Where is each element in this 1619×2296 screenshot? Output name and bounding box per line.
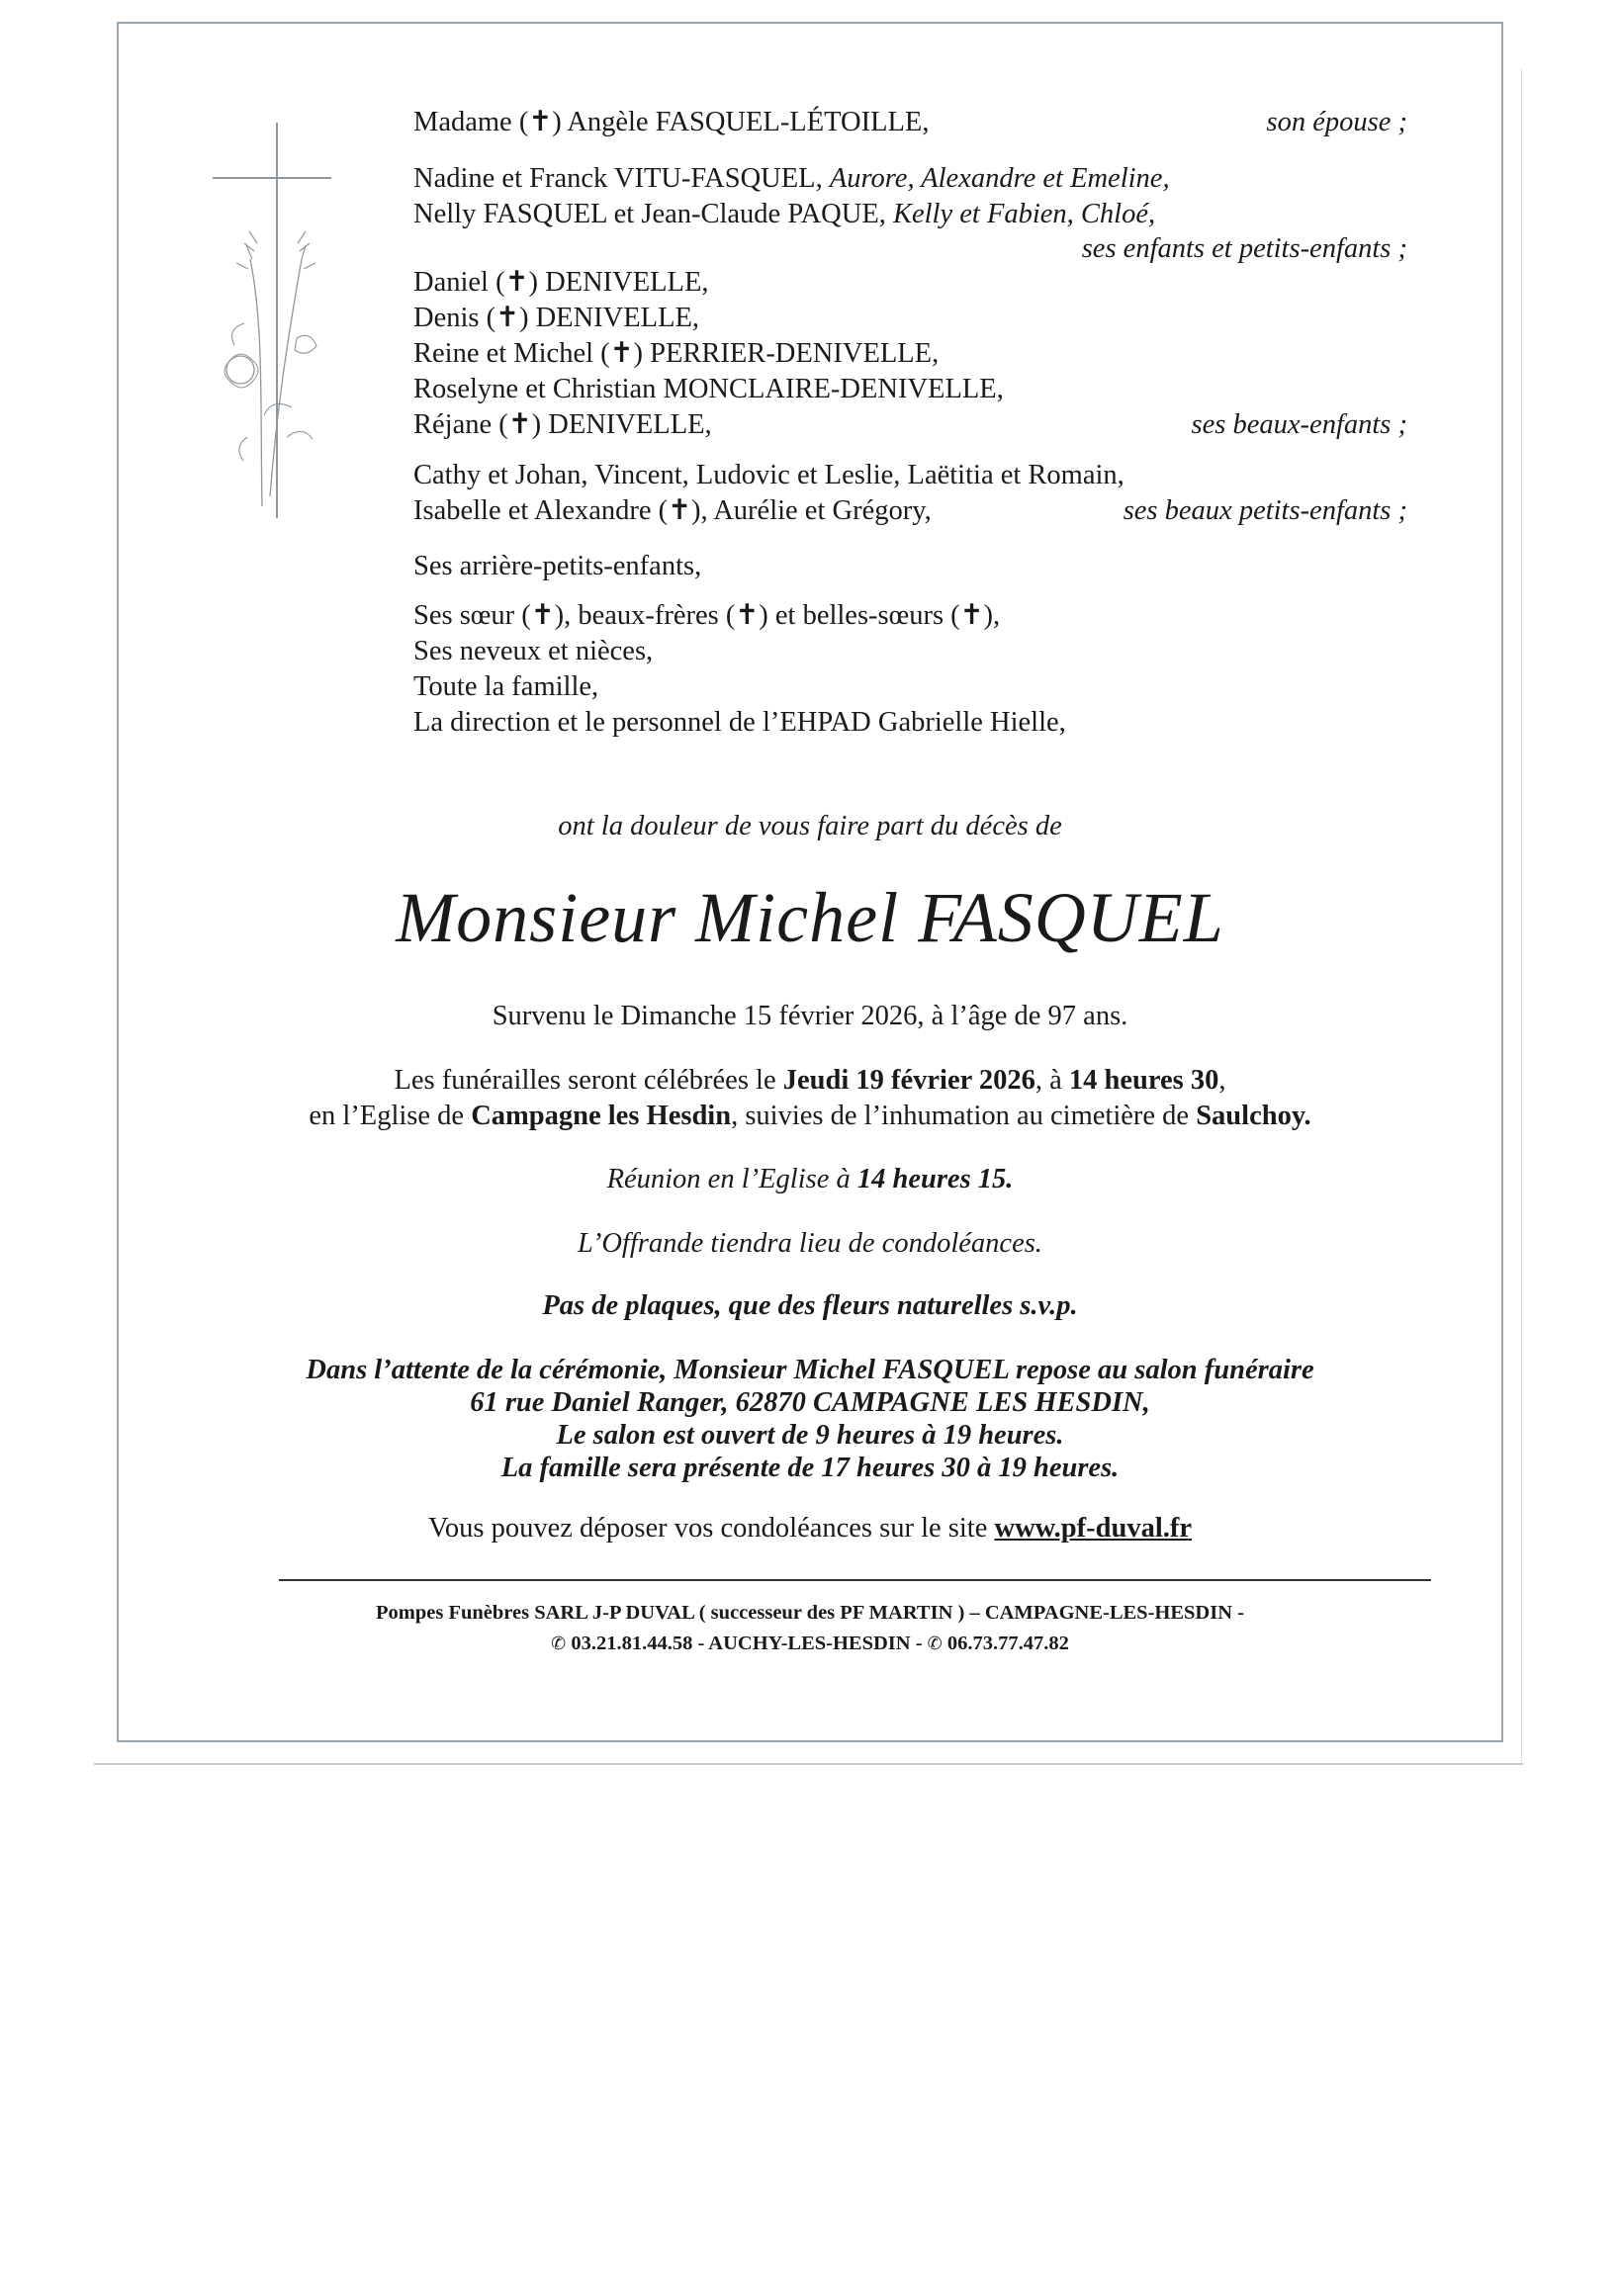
footer-line-2 — [117, 1630, 1503, 1658]
stepchild-item: Réjane (✝) DENIVELLE, — [413, 409, 712, 440]
viewing-line: 61 rue Daniel Ranger, 62870 CAMPAGNE LES HESDIN, — [470, 1387, 1150, 1418]
viewing-line: Le salon est ouvert de 9 heures à 19 heures. — [556, 1420, 1064, 1451]
stepchild-item: Reine et Michel (✝) PERRIER-DENIVELLE, — [413, 338, 940, 369]
funeral-line-2 — [117, 1099, 1503, 1134]
family-others-block — [413, 598, 1407, 747]
funeral-time: 14 heures 30 — [1068, 1065, 1219, 1096]
viewing-line: La famille sera présente de 17 heures 30 à 19 heures. — [500, 1453, 1120, 1483]
others-item: La direction et le personnel de l’EHPAD Gabrielle Hielle, — [413, 707, 1066, 738]
footer-line-1: Pompes Funèbres SARL J-P DUVAL ( successeur des PF MARTIN ) – CAMPAGNE-LES-HESDIN - — [376, 1602, 1244, 1624]
meeting-text: Réunion en l’Eglise à — [606, 1164, 857, 1194]
footer-phone-2: 06.73.77.47.82 — [942, 1633, 1069, 1654]
children-line-1 — [413, 161, 1170, 197]
great-grandchildren-text: Ses arrière-petits-enfants, — [413, 551, 702, 581]
funeral-text: , — [1218, 1065, 1226, 1096]
viewing-line: Dans l’attente de la cérémonie, Monsieur Michel FASQUEL repose au salon funéraire — [306, 1355, 1314, 1385]
step-grandchildren-block — [413, 458, 1407, 537]
funeral-text: en l’Eglise de — [309, 1101, 472, 1131]
wife-role: son épouse ; — [1266, 107, 1407, 137]
condolences-text: Vous pouvez déposer vos condoléances sur le site — [427, 1513, 995, 1544]
stepchild-item: Roselyne et Christian MONCLAIRE-DENIVELLE, — [413, 374, 1004, 404]
funeral-line-1 — [117, 1063, 1503, 1099]
funeral-church: Campagne les Hesdin — [471, 1101, 732, 1131]
stepchild-item: Daniel (✝) DENIVELLE, — [413, 267, 709, 298]
funeral-text: , suivies de l’inhumation au cimetière de — [731, 1101, 1197, 1131]
phone-icon: ✆ — [927, 1634, 943, 1654]
others-item: Ses sœur (✝), beaux-frères (✝) et belles-sœurs (✝), — [413, 600, 1001, 631]
children-role: ses enfants et petits-enfants ; — [1081, 233, 1407, 264]
footer-phone-1: 03.21.81.44.58 - AUCHY-LES-HESDIN - — [566, 1633, 928, 1654]
scan-edge-bottom — [94, 1763, 1523, 1765]
condolences-website-link[interactable]: www.pf-duval.fr — [994, 1513, 1193, 1544]
funeral-text: , à — [1034, 1065, 1069, 1096]
scan-edge-right — [1521, 69, 1522, 1762]
children-block — [413, 161, 1407, 270]
funeral-cemetery: Saulchoy. — [1196, 1101, 1311, 1131]
footer-divider — [279, 1579, 1431, 1581]
wife-name: Madame (✝) Angèle FASQUEL-LÉTOILLE, — [413, 107, 930, 137]
funeral-text: Les funérailles seront célébrées le — [394, 1065, 783, 1096]
others-item: Toute la famille, — [413, 671, 599, 702]
flowers-line: Pas de plaques, que des fleurs naturelles s.v.p. — [542, 1290, 1078, 1321]
stepchild-item: Denis (✝) DENIVELLE, — [413, 303, 700, 333]
grandchildren-1: Aurore, Alexandre et Emeline, — [829, 163, 1170, 194]
step-grandchildren-line-1: Cathy et Johan, Vincent, Ludovic et Leslie, Laëtitia et Romain, — [413, 460, 1124, 490]
children-names-1: Nadine et Franck VITU-FASQUEL, — [413, 163, 830, 194]
meeting-line — [117, 1162, 1503, 1197]
stepchildren-role: ses beaux-enfants ; — [1191, 409, 1407, 440]
cross-wheat-flower-icon — [203, 111, 351, 526]
stepchildren-block — [413, 265, 1407, 453]
children-line-2 — [413, 197, 1155, 232]
others-item: Ses neveux et nièces, — [413, 636, 654, 666]
offering-line: L’Offrande tiendra lieu de condoléances. — [578, 1228, 1042, 1259]
step-grandchildren-role: ses beaux petits-enfants ; — [1123, 495, 1407, 526]
funeral-date: Jeudi 19 février 2026 — [782, 1065, 1035, 1096]
children-names-2: Nelly FASQUEL et Jean-Claude PAQUE, — [413, 199, 893, 229]
grandchildren-2: Kelly et Fabien, Chloé, — [892, 199, 1156, 229]
death-info: Survenu le Dimanche 15 février 2026, à l’âge de 97 ans. — [492, 1001, 1128, 1031]
announcement: ont la douleur de vous faire part du décès de — [558, 811, 1062, 841]
phone-icon: ✆ — [551, 1634, 567, 1654]
deceased-name: Monsieur Michel FASQUEL — [396, 878, 1224, 957]
meeting-time: 14 heures 15. — [856, 1164, 1014, 1194]
step-grandchildren-line-2: Isabelle et Alexandre (✝), Aurélie et Grégory, — [413, 495, 932, 526]
condolences-line — [117, 1511, 1503, 1546]
